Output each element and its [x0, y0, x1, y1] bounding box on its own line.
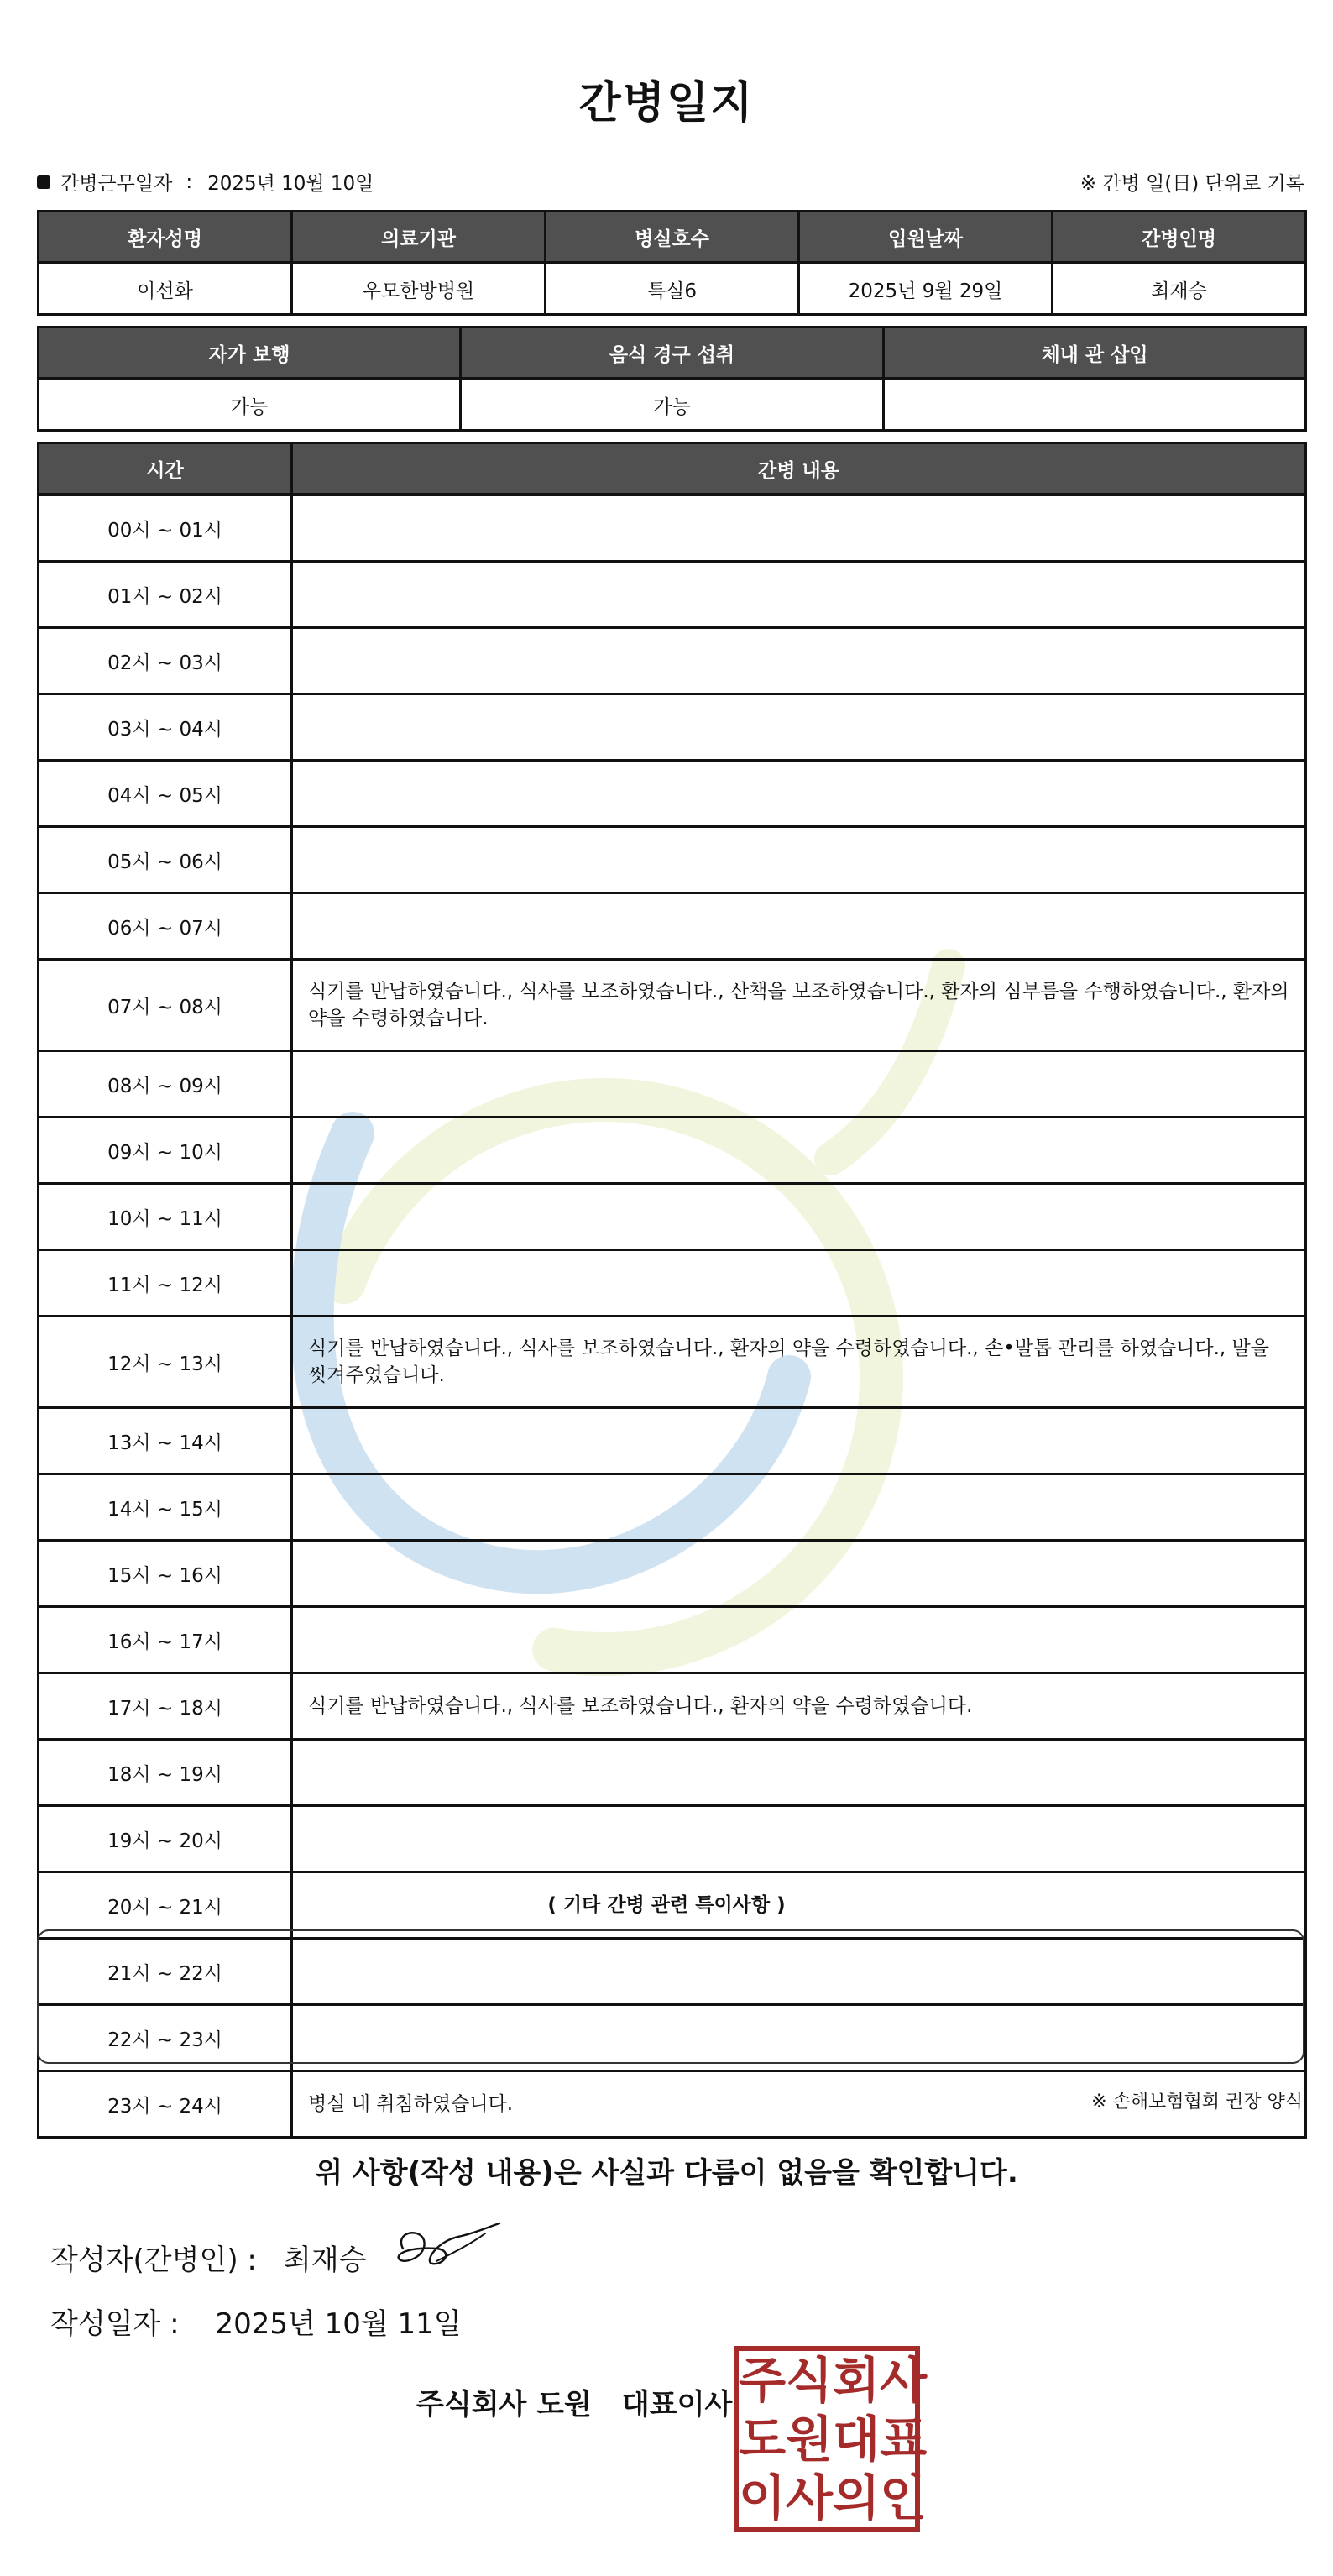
time-cell: 04시 ~ 05시	[39, 761, 292, 827]
time-cell: 18시 ~ 19시	[39, 1740, 292, 1806]
work-date-section	[37, 168, 374, 196]
table-row	[39, 761, 1306, 827]
content-cell	[292, 1184, 1306, 1250]
patient-info-table	[37, 210, 1307, 316]
time-cell: 02시 ~ 03시	[39, 628, 292, 694]
writer-line	[50, 2237, 366, 2278]
time-cell: 10시 ~ 11시	[39, 1184, 292, 1250]
time-cell: 17시 ~ 18시	[39, 1673, 292, 1740]
time-cell: 14시 ~ 15시	[39, 1474, 292, 1541]
content-cell	[292, 562, 1306, 628]
content-cell	[292, 1250, 1306, 1317]
content-cell	[292, 761, 1306, 827]
content-cell	[292, 1408, 1306, 1474]
writer-label: 작성자(간병인) :	[50, 2244, 257, 2277]
writer-name: 최재승	[283, 2244, 367, 2277]
work-date-colon: :	[186, 170, 193, 193]
remarks-box	[37, 1929, 1304, 2064]
form-note: ※ 손해보험협회 권장 양식	[1091, 2092, 1303, 2113]
unit-note: ※ 간병 일(日) 단위로 기록	[1079, 173, 1304, 195]
hospital: 우모한방병원	[292, 263, 546, 315]
table-row	[39, 562, 1306, 628]
table-row	[39, 1607, 1306, 1673]
work-date-value: 2025년 10월 10일	[207, 173, 374, 195]
table-row	[39, 1541, 1306, 1607]
table-row	[39, 1118, 1306, 1184]
content-cell	[292, 1806, 1306, 1872]
self-walking-value: 가능	[39, 379, 461, 431]
time-cell: 12시 ~ 13시	[39, 1317, 292, 1408]
time-cell: 00시 ~ 01시	[39, 495, 292, 562]
content-cell	[292, 827, 1306, 893]
time-cell: 15시 ~ 16시	[39, 1541, 292, 1607]
written-date-label: 작성일자 :	[50, 2307, 180, 2341]
content-cell	[292, 893, 1306, 960]
time-cell: 20시 ~ 21시	[39, 1872, 292, 1939]
content-cell	[292, 495, 1306, 562]
table-row	[39, 893, 1306, 960]
company-seal-stamp: 주 식 회 사 도 원 대 표 이 사 의 인	[734, 2346, 920, 2532]
content-cell: 식기를 반납하였습니다., 식사를 보조하였습니다., 환자의 약을 수령하였습니다., 손•발톱 관리를 하였습니다., 발을 씻겨주었습니다.	[292, 1317, 1306, 1408]
table-row	[39, 694, 1306, 761]
table-row	[39, 960, 1306, 1051]
time-cell: 13시 ~ 14시	[39, 1408, 292, 1474]
time-cell: 03시 ~ 04시	[39, 694, 292, 761]
table-row	[39, 1673, 1306, 1740]
table-row	[39, 1184, 1306, 1250]
time-cell: 23시 ~ 24시	[39, 2071, 292, 2138]
admission-date: 2025년 9월 29일	[799, 263, 1053, 315]
patient-status-table	[37, 326, 1307, 432]
company-line	[416, 2381, 732, 2422]
time-cell: 22시 ~ 23시	[39, 2005, 292, 2071]
square-bullet-icon	[37, 175, 50, 189]
header-oral-intake: 음식 경구 섭취	[461, 327, 884, 380]
room-number: 특실6	[546, 263, 799, 315]
header-self-walking: 자가 보행	[39, 327, 461, 380]
content-cell	[292, 694, 1306, 761]
time-cell: 16시 ~ 17시	[39, 1607, 292, 1673]
content-cell	[292, 1051, 1306, 1118]
table-row	[39, 1740, 1306, 1806]
content-cell: 식기를 반납하였습니다., 식사를 보조하였습니다., 산책을 보조하였습니다., 환자의 심부름을 수행하였습니다., 환자의 약을 수령하였습니다.	[292, 960, 1306, 1051]
time-cell: 11시 ~ 12시	[39, 1250, 292, 1317]
signature-icon	[386, 2215, 504, 2282]
time-cell: 07시 ~ 08시	[39, 960, 292, 1051]
content-cell	[292, 628, 1306, 694]
table-row	[39, 1474, 1306, 1541]
page-title: 간병일지	[578, 78, 755, 128]
table-row	[39, 1317, 1306, 1408]
table-row	[39, 1051, 1306, 1118]
header-admission-date: 입원날짜	[799, 212, 1053, 264]
content-cell	[292, 1118, 1306, 1184]
content-cell	[292, 1607, 1306, 1673]
header-hospital: 의료기관	[292, 212, 546, 264]
table-row	[39, 628, 1306, 694]
header-caregiver-name: 간병인명	[1053, 212, 1306, 264]
company-title: 대표이사	[621, 2388, 733, 2422]
header-care-content: 간병 내용	[292, 443, 1306, 495]
time-cell: 08시 ~ 09시	[39, 1051, 292, 1118]
caregiver-name: 최재승	[1053, 263, 1306, 315]
content-cell	[292, 1740, 1306, 1806]
content-cell: 식기를 반납하였습니다., 식사를 보조하였습니다., 환자의 약을 수령하였습니다.	[292, 1673, 1306, 1740]
time-cell: 09시 ~ 10시	[39, 1118, 292, 1184]
care-log-table	[37, 442, 1307, 2139]
time-cell: 01시 ~ 02시	[39, 562, 292, 628]
tube-insertion-value	[884, 379, 1306, 431]
content-cell: 병실 내 취침하였습니다.	[292, 2071, 1306, 2138]
table-row	[39, 1408, 1306, 1474]
header-time: 시간	[39, 443, 292, 495]
written-date-value: 2025년 10월 11일	[215, 2307, 462, 2341]
header-tube-insertion: 체내 관 삽입	[884, 327, 1306, 380]
patient-name: 이선화	[39, 263, 292, 315]
meta-row	[37, 168, 1304, 198]
content-cell	[292, 1541, 1306, 1607]
remarks-title: ( 기타 간병 관련 특이사항 )	[547, 1894, 786, 1916]
work-date-label: 간병근무일자	[60, 173, 173, 195]
time-cell: 21시 ~ 22시	[39, 1939, 292, 2005]
header-patient-name: 환자성명	[39, 212, 292, 264]
time-cell: 06시 ~ 07시	[39, 893, 292, 960]
time-cell: 19시 ~ 20시	[39, 1806, 292, 1872]
table-row	[39, 1806, 1306, 1872]
oral-intake-value: 가능	[461, 379, 884, 431]
table-row	[39, 1250, 1306, 1317]
header-room: 병실호수	[546, 212, 799, 264]
confirmation-statement: 위 사항(작성 내용)은 사실과 다름이 없음을 확인합니다.	[315, 2156, 1018, 2190]
content-cell	[292, 1474, 1306, 1541]
company-name: 주식회사 도원	[416, 2388, 592, 2422]
table-row	[39, 495, 1306, 562]
time-cell: 05시 ~ 06시	[39, 827, 292, 893]
table-row	[39, 827, 1306, 893]
written-date-line	[50, 2301, 462, 2342]
